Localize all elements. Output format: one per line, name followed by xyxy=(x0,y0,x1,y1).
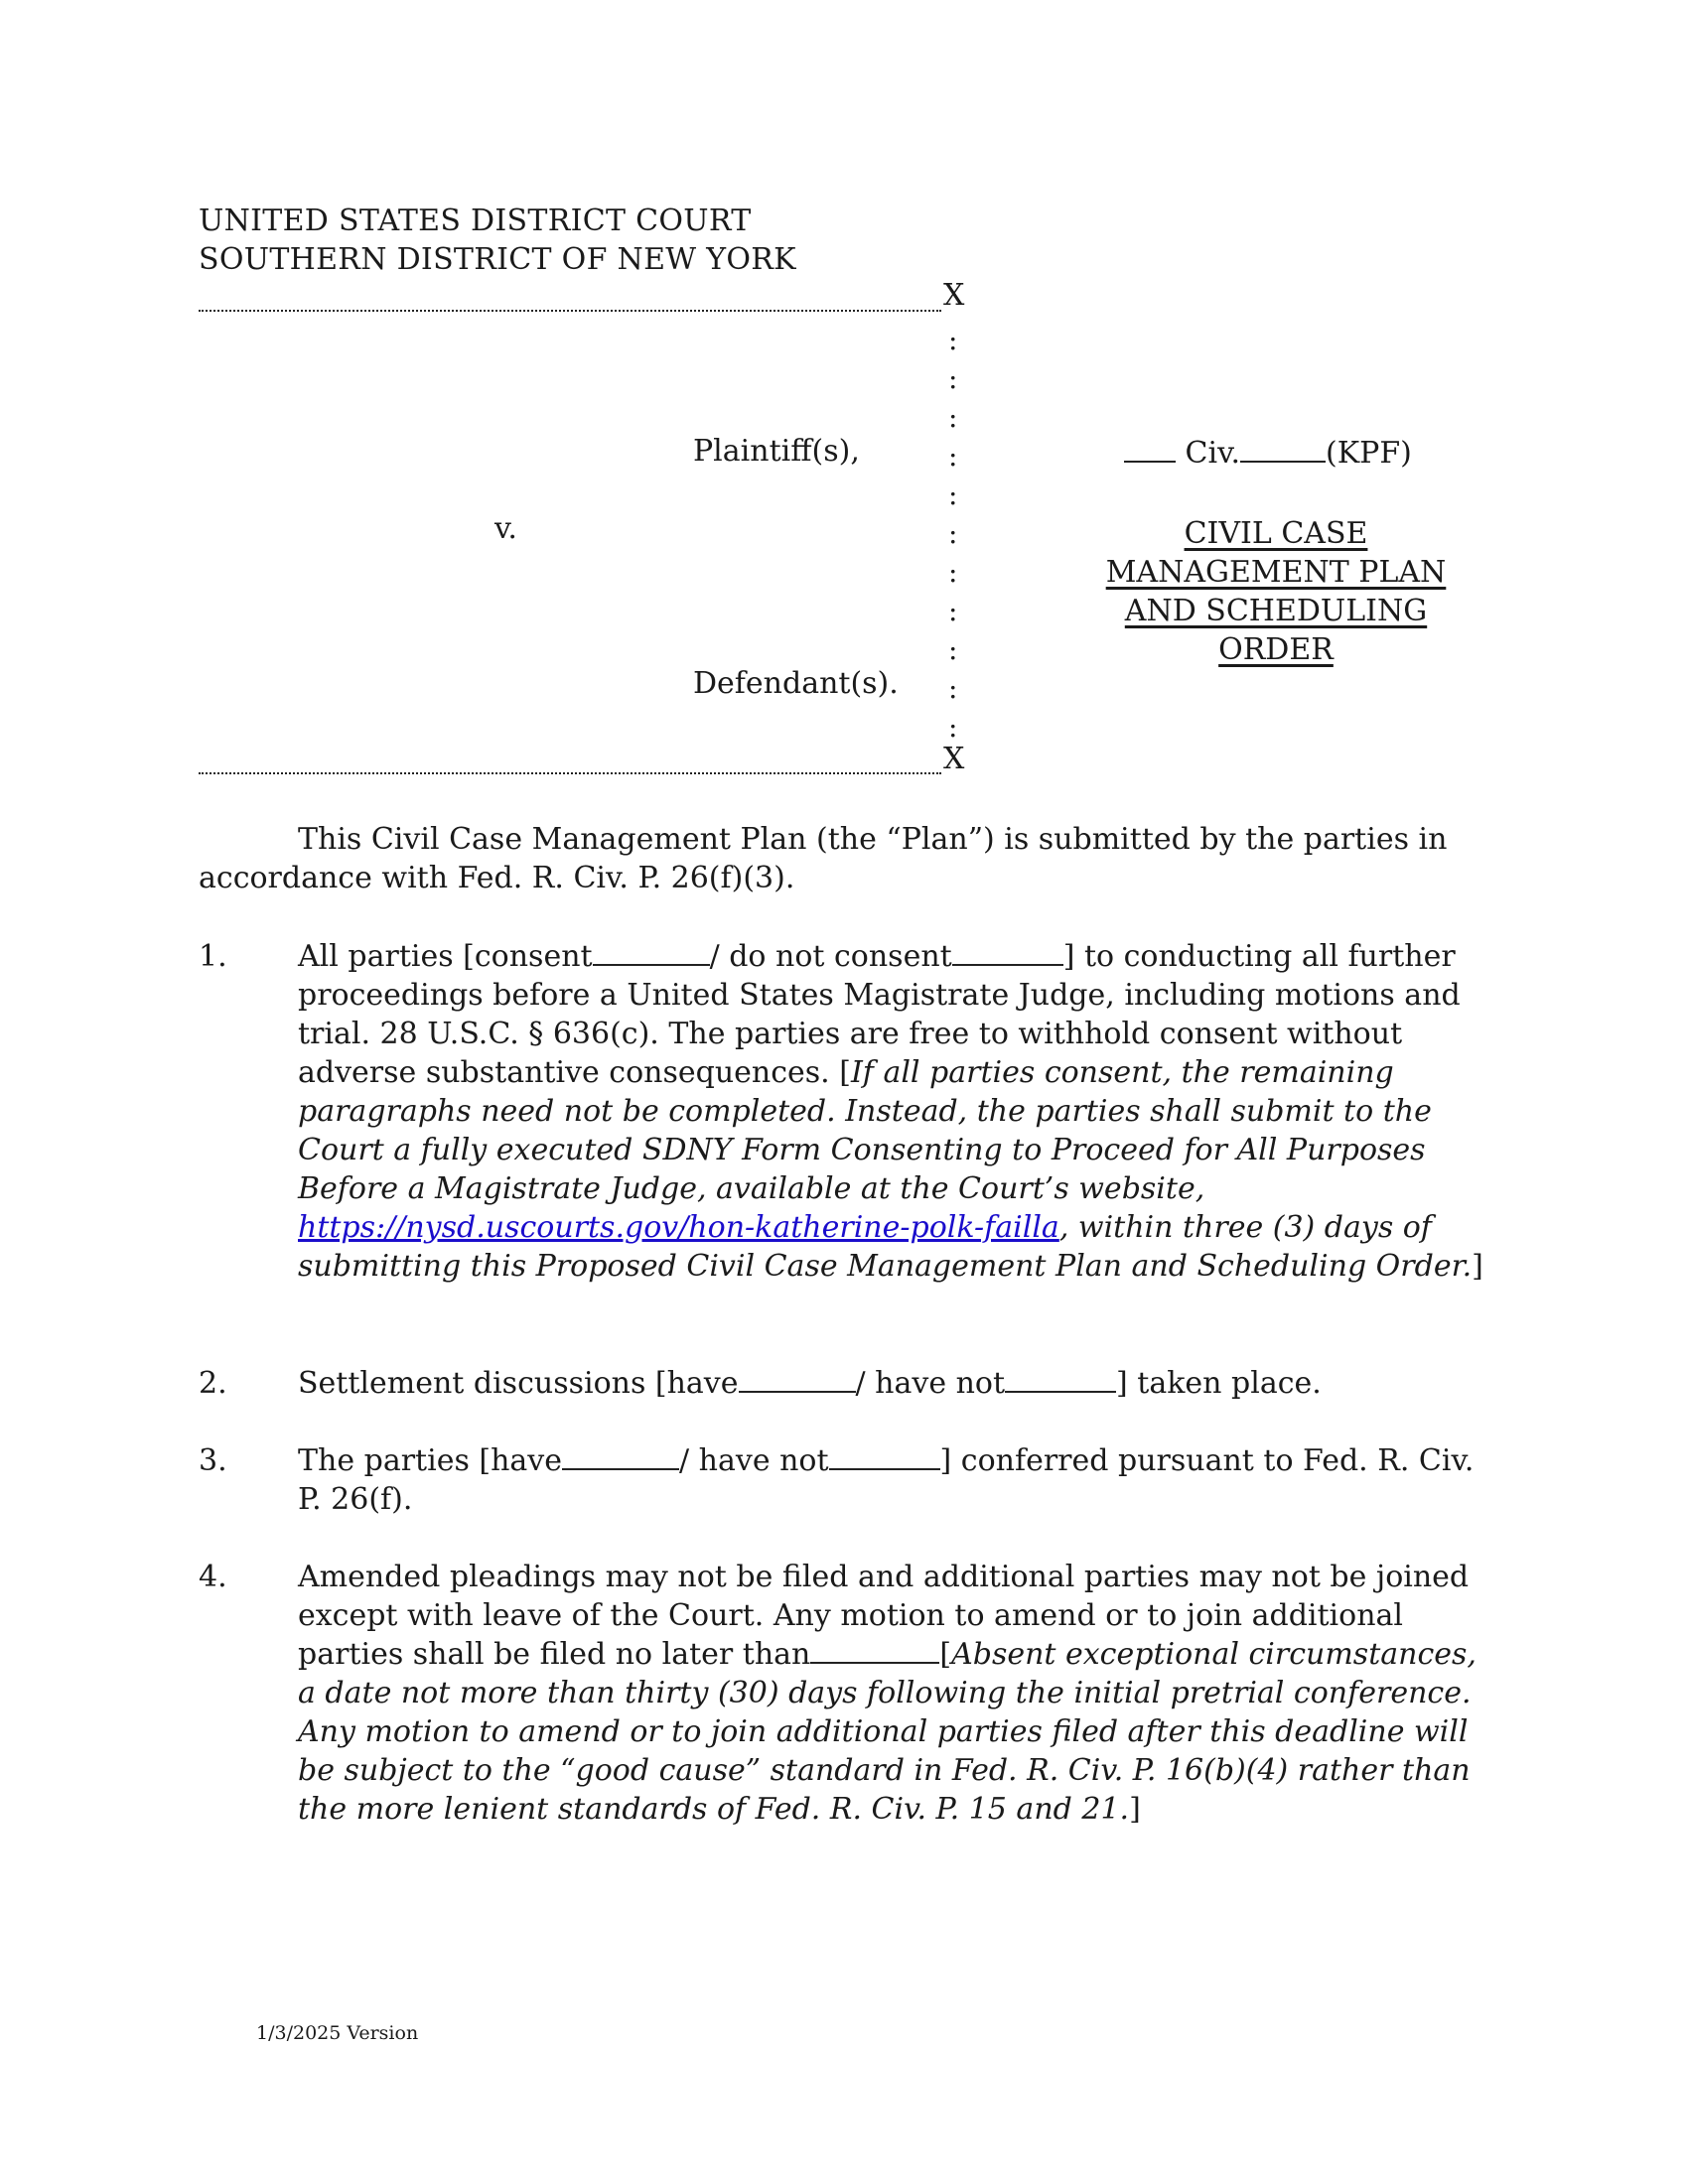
item-text: [ xyxy=(939,1637,952,1672)
have-not-blank[interactable] xyxy=(1005,1369,1116,1393)
item-text: / have not xyxy=(679,1443,829,1478)
versus-label: v. xyxy=(494,511,517,546)
item-text: The parties [have xyxy=(298,1443,563,1478)
do-not-consent-blank[interactable] xyxy=(952,942,1063,966)
list-item xyxy=(199,937,1489,1286)
defendant-label: Defendant(s). xyxy=(693,666,899,701)
intro-paragraph xyxy=(199,820,1489,897)
item-text: Amended pleadings may not be filed and additional parties may not be joined except with leave of the Court. Any motion to amend or to join additional parties shall be filed no later than xyxy=(298,1560,1470,1672)
list-item xyxy=(199,1364,1489,1403)
intro-text: This Civil Case Management Plan (the “Plan”) is submitted by the parties in accordance with Fed. R. Civ. P. 26(f)(3). xyxy=(199,822,1448,895)
caption-bottom-rule xyxy=(199,772,941,774)
item-number: 4. xyxy=(199,1560,227,1594)
case-number-blank[interactable] xyxy=(1240,439,1326,463)
amendment-deadline-blank[interactable] xyxy=(810,1640,939,1664)
court-name: UNITED STATES DISTRICT COURT xyxy=(199,204,752,238)
item-number: 1. xyxy=(199,939,227,974)
case-civ-label: Civ. xyxy=(1185,436,1241,471)
list-item xyxy=(199,1441,1489,1519)
item-text: ] taken place. xyxy=(1116,1366,1322,1401)
version-footer: 1/3/2025 Version xyxy=(256,2022,419,2044)
case-year-blank[interactable] xyxy=(1124,439,1176,463)
item-instruction: , within three (3) days of submitting this Proposed Civil Case Management Plan and Scheduling Order. xyxy=(298,1210,1473,1284)
item-text: / do not consent xyxy=(709,939,952,974)
caption-top-rule xyxy=(199,310,941,312)
item-text: ] to conducting all further proceedings before a United States Magistrate Judge, including motions and trial. 28 U.S.C. § 636(c). The parties are free to withhold consent without adverse substantive consequences. [ xyxy=(298,939,1461,1090)
item-text: All parties [consent xyxy=(298,939,593,974)
item-instruction: If all parties consent, the remaining paragraphs need not be completed. Instead, the parties shall submit to the Court a fully executed SDNY Form Consenting to Proceed for All Purposes Before a Magistrate Judge, available at the Court’s website, xyxy=(298,1055,1432,1206)
item-text: ] conferred pursuant to Fed. R. Civ. P. 26(f). xyxy=(298,1443,1475,1517)
have-not-blank[interactable] xyxy=(829,1446,940,1470)
plaintiff-label: Plaintiff(s), xyxy=(693,434,860,469)
have-blank[interactable] xyxy=(739,1369,856,1393)
item-instruction: Absent exceptional circumstances, a date not more than thirty (30) days following the initial pretrial conference. Any motion to amend or to join additional parties filed after this deadline will be subject to the “good cause” standard in Fed. R. Civ. P. 16(b)(4) rather than the more lenient standards of Fed. R. Civ. P. 15 and 21. xyxy=(298,1637,1477,1827)
document-title: CIVIL CASE MANAGEMENT PLAN AND SCHEDULING ORDER xyxy=(1105,516,1447,667)
court-district: SOUTHERN DISTRICT OF NEW YORK xyxy=(199,242,796,277)
item-number: 2. xyxy=(199,1366,227,1401)
case-judge-initials: (KPF) xyxy=(1326,436,1412,471)
item-text: Settlement discussions [have xyxy=(298,1366,739,1401)
item-number: 3. xyxy=(199,1443,227,1478)
consent-blank[interactable] xyxy=(593,942,710,966)
caption-bottom-x: X xyxy=(943,742,965,776)
court-website-link[interactable]: https://nysd.uscourts.gov/hon-katherine-polk-failla xyxy=(298,1210,1059,1245)
item-text: ] xyxy=(1129,1792,1141,1827)
caption-colon-column: : : : : : : : : : : : xyxy=(948,324,958,744)
item-text: ] xyxy=(1472,1249,1483,1284)
item-text: / have not xyxy=(855,1366,1006,1401)
court-header xyxy=(199,202,796,279)
caption-top-x: X xyxy=(943,278,965,313)
have-blank[interactable] xyxy=(562,1446,679,1470)
case-number xyxy=(1124,436,1412,471)
list-item xyxy=(199,1558,1489,1829)
